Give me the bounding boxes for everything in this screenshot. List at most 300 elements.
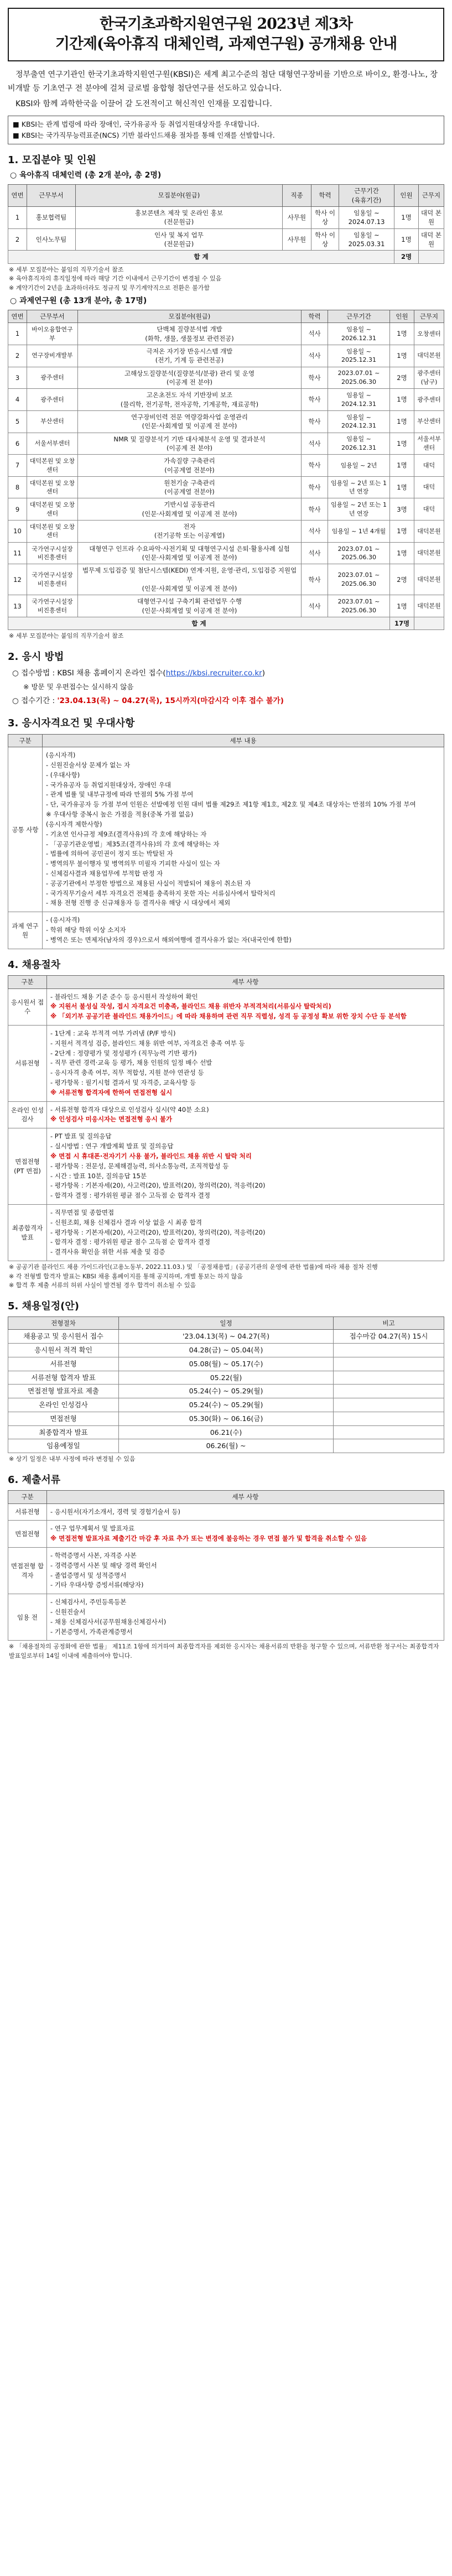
row-details [47,1025,444,1101]
row-number: 6 [8,433,27,455]
field-cell [78,323,302,345]
row-details [43,747,444,912]
place-cell: 대덕 본원 [419,228,444,251]
note-line: ※ 세부 모집분야는 붙임의 직무기술서 참조 [9,632,124,640]
detail-line: - 직무면접 및 종합면접 [50,1208,115,1216]
note-cell [334,1371,444,1385]
table-row [8,1412,444,1425]
field-cell [78,389,302,411]
table-row [8,988,444,1025]
col-header: 인원 [390,310,414,322]
detail-line: (응시자격 제한사항) [46,820,102,828]
table-row [8,1503,444,1521]
row-label: 온라인 인성검사 [8,1101,47,1128]
detail-line: - 채용 신체검사서(공무원채용신체검사서) [50,1617,167,1626]
job-type-cell: 사무원 [283,228,311,251]
field-title: 법무제 도입검증 및 첨단시스템(KEDI) 연계·지원, 운영·관리, 도입검증 지원업무 [82,566,297,584]
detail-line: - 서류전형 합격자 대상으로 인성검사 실시(약 40분 소요) [50,1105,209,1113]
section-3-heading: 3. 응시자격요건 및 우대사항 [8,717,135,730]
total-count: 2명 [394,251,419,263]
table-row [8,228,444,251]
note-line: ※ 계약기간이 2년을 초과하더라도 정규직 및 무기계약직으로 전환은 불가함 [9,284,210,292]
section-6-heading: 6. 제출서류 [8,1474,61,1486]
period-cell: 임용일 ~ 1년 4개월 [328,521,390,543]
field-sub: (화학, 생물, 생물정보 관련전공) [145,334,234,342]
job-type-cell: 사무원 [283,206,311,228]
table-row [8,498,444,521]
dept-cell: 대덕본원 및 오창센터 [27,476,78,498]
dept-cell: 바이오융합연구부 [27,323,78,345]
row-label: 과제 연구원 [8,912,43,949]
field-cell [78,476,302,498]
stage-cell: 임용예정일 [8,1439,119,1453]
row-label: 면접전형 합격자 [8,1547,47,1594]
count-cell: 1명 [390,521,414,543]
detail-line: - 지원서 적격성 검증, 블라인드 채용 위반 여부, 자격요건 충족 여부 등 [50,1039,245,1047]
edu-cell: 학사 [302,476,328,498]
detail-line: - 평가항목 : 기본자세(20), 사고력(20), 발표력(20), 창의력(20), 적응력(20) [50,1182,266,1190]
dept-cell: 광주센터 [27,367,78,389]
detail-line: - 병역의무 불이행자 및 병역의무 미필자 기피한 사실이 있는 자 [46,860,220,868]
row-number: 2 [8,228,27,251]
detail-line: - 연구 업무계획서 및 발표자료 [50,1524,135,1533]
row-label: 면접전형 (PT 면접) [8,1128,47,1205]
field-title: 연구장비인력 전문 역량강화사업 운영관리 [131,413,248,421]
table-row [8,1594,444,1641]
date-cell: 05.24(수) ~ 05.29(월) [119,1398,334,1412]
detail-line: - 합격자 결정 : 평가위원 평균 점수 고득점 순 합격자 결정 [50,1191,210,1200]
field-sub: (인문·사회계열 및 이공계 전 분야) [142,509,237,518]
date-cell: 05.24(수) ~ 05.29(월) [119,1385,334,1398]
col-header: 근무부서 [27,185,76,207]
table-row [8,433,444,455]
dept-cell: 홍보협력팀 [27,206,76,228]
total-blank [414,617,444,630]
edu-cell: 석사 [302,323,328,345]
note-line: ※ 공공기관 블라인드 채용 가이드라인(고용노동부, 2022.11.03.) 및 「공정채용법」(공공기관의 운영에 관한 법률)에 따라 채용 절차 진행 [9,1263,378,1271]
note-cell [334,1425,444,1439]
table-row [8,323,444,345]
detail-line: - 평가항목 : 필기시험 결과서 및 자격증, 교육사항 등 [50,1079,196,1087]
note-line: ※ 각 전형별 합격자 발표는 KBSI 채용 홈페이지를 통해 공지하며, 개별 통보는 하지 않음 [9,1272,243,1280]
table-row [8,1101,444,1128]
count-cell: 1명 [390,345,414,367]
apply-method-after: ) [262,669,265,678]
edu-cell: 석사 [302,595,328,617]
place-cell: 대덕본원 [414,345,444,367]
field-title: 단백체 질량분석법 개발 [157,325,222,334]
edu-cell: 학사 [302,498,328,521]
schedule-table [8,1316,444,1453]
stage-cell: 서류전형 [8,1357,119,1371]
row-label: 공통 사항 [8,747,43,912]
period-cell: 2023.07.01 ~ 2025.06.30 [328,595,390,617]
field-cell [76,206,283,228]
stage-cell: 면접전형 발표자료 제출 [8,1385,119,1398]
section-5-heading: 5. 채용일정(안) [8,1300,80,1312]
note-cell: 접수마감 04.27(목) 15시 [334,1330,444,1344]
edu-cell: 학사 [302,564,328,595]
count-cell: 1명 [390,410,414,433]
place-cell: 광주센터(남구) [414,367,444,389]
notice-line: ■ KBSI는 관계 법령에 따라 장애인, 국가유공자 등 취업지원대상자를 우대합니다. [13,119,259,128]
edu-cell: 학사 [302,367,328,389]
place-cell: 서울서부센터 [414,433,444,455]
detail-line: - PT 발표 및 질의응답 [50,1132,112,1141]
count-cell: 1명 [390,389,414,411]
period-cell: 임용일 ~ 2026.12.31 [328,433,390,455]
detail-line: - 신원진술서상 문제가 없는 자 [46,761,131,769]
edu-cell: 학사 이상 [311,206,339,228]
row-details [47,988,444,1025]
place-cell: 대덕 [414,455,444,477]
dept-cell: 대덕본원 및 오창센터 [27,521,78,543]
table-row [8,564,444,595]
apply-method [12,667,444,680]
table-row [8,1425,444,1439]
recruit-site-link[interactable]: https://kbsi.recruiter.co.kr [165,669,262,678]
row-number: 7 [8,455,27,477]
detail-line: - 직무 관련 경력·교육 등 평가, 채용 인원의 일정 배수 선발 [50,1059,212,1067]
table-row [8,747,444,912]
date-cell: 06.21(수) [119,1425,334,1439]
count-cell: 1명 [390,455,414,477]
field-title: 가속질량 구축관리 [164,457,215,465]
detail-line: ※ 우대사항 중복시 높은 가점을 적용(중복 가점 없음) [46,810,194,819]
place-cell: 대덕본원 [414,564,444,595]
edu-cell: 학사 이상 [311,228,339,251]
col-header: 근무기간 (육휴기간) [339,185,394,207]
note-cell [334,1412,444,1425]
stage-cell: 최종합격자 발표 [8,1425,119,1439]
count-cell: 2명 [390,564,414,595]
field-sub: (인문·사회계열 및 이공계 전 분야) [142,606,237,615]
note-cell [334,1385,444,1398]
period-cell: 임용일 ~ 2년 또는 1년 연장 [328,498,390,521]
place-cell: 대덕 [414,476,444,498]
title-line-2: 기간제(육아휴직 대체인력, 과제연구원) 공개채용 안내 [55,35,397,53]
edu-cell: 학사 [302,389,328,411]
dept-cell: 광주센터 [27,389,78,411]
row-number: 2 [8,345,27,367]
row-number: 4 [8,389,27,411]
field-title: 대형연구 인프라 수요파악·사전기획 및 대형연구시설 은퇴·활용사례 실험 [89,544,290,553]
field-cell [78,542,302,564]
dept-cell: 인사노무팀 [27,228,76,251]
table-row [8,1330,444,1344]
row-number: 1 [8,206,27,228]
row-number: 13 [8,595,27,617]
table-row [8,345,444,367]
note-cell [334,1398,444,1412]
field-cell [78,433,302,455]
parental-leave-table [8,184,444,263]
stage-cell: 응시원서 적격 확인 [8,1344,119,1357]
total-label: 합 계 [8,251,394,263]
field-sub: (인문·사회계열 및 이공계 전 분야) [142,585,237,593]
field-cell [78,410,302,433]
edu-cell: 학사 [302,410,328,433]
table-row [8,410,444,433]
count-cell: 1명 [394,228,419,251]
detail-line: - 법률에 의하여 공민권이 정지 또는 박탈된 자 [46,850,173,858]
field-title: 고온초전도 자석 기반장비 보조 [146,391,233,399]
detail-line: - 시간 : 발표 10분, 질의응답 15분 [50,1172,147,1180]
col-header: 학력 [302,310,328,322]
date-cell: 06.26(월) ~ [119,1439,334,1453]
detail-line: ※ 면접전형 발표자료 제출기간 마감 후 자료 추가 또는 변경에 불응하는 경우 면접 불가 및 합격을 취소할 수 있음 [50,1534,367,1543]
row-number: 5 [8,410,27,433]
count-cell: 1명 [394,206,419,228]
col-header: 구분 [8,976,47,988]
detail-line: - 국가직무기술서 세부 자격요건 전체를 충족하지 못한 자는 서류심사에서 탈락처리 [46,889,276,897]
col-header: 학력 [311,185,339,207]
period-cell: 임용일 ~ 2년 [328,455,390,477]
row-details [47,1101,444,1128]
note-line: ※ 육아휴직자의 휴직일정에 따라 해당 기간 이내에서 근무기간이 변경될 수 있음 [9,275,222,283]
field-title: 홍보콘텐츠 제작 및 온라인 홍보 [134,209,224,217]
table-row [8,521,444,543]
place-cell: 대덕 본원 [419,206,444,228]
field-title: 고해상도질량분석(질량분석/분광) 관리 및 운영 [124,369,254,377]
detail-line: - 단, 국가유공자 등 가점 부여 인원은 선발예정 인원 대비 법률 제29조 제1항 제1호, 제2호 및 제4조 대상자는 만점의 10% 가점 부여 [46,800,416,809]
row-number: 9 [8,498,27,521]
table-row [8,1385,444,1398]
section-1b-heading: ○ 과제연구원 (총 13개 분야, 총 17명) [10,296,147,306]
notice-box [8,116,444,144]
col-header: 전형절차 [8,1317,119,1330]
field-cell [78,595,302,617]
dept-cell: 부산센터 [27,410,78,433]
period-cell: 2023.07.01 ~ 2025.06.30 [328,542,390,564]
field-cell [76,228,283,251]
procedure-table [8,975,444,1261]
stage-cell: 서류전형 합격자 발표 [8,1371,119,1385]
table-row [8,389,444,411]
row-label: 최종합격자 발표 [8,1204,47,1261]
field-title: 전자 [183,523,196,531]
col-header: 근무지 [414,310,444,322]
date-cell: 05.08(월) ~ 05.17(수) [119,1357,334,1371]
detail-line: (응시자격) [46,751,76,759]
count-cell: 1명 [390,433,414,455]
detail-line: - 기타 우대사항 증빙서류(해당자) [50,1581,144,1589]
detail-line: ※ 면접 시 휴대폰·전자기기 사용 불가, 블라인드 채용 위반 시 탈락 처리 [50,1152,252,1160]
col-header: 인원 [394,185,419,207]
detail-line: - (응시자격) [46,916,80,924]
col-header: 비고 [334,1317,444,1330]
section-6-notes [8,1642,444,1661]
edu-cell: 석사 [302,521,328,543]
edu-cell: 석사 [302,542,328,564]
col-header: 세부 사항 [47,1491,444,1503]
row-details [47,1547,444,1594]
stage-cell: 온라인 인성검사 [8,1398,119,1412]
period-cell: 2023.07.01 ~ 2025.06.30 [328,564,390,595]
table-row [8,1025,444,1101]
field-sub: (이공계 전 분야) [167,444,212,452]
title-line-1: 한국기초과학지원연구원 2023년 제3차 [100,15,352,33]
field-sub: (전기공학 또는 이공계열) [154,532,225,540]
period-cell: 임용일 ~ 2년 또는 1년 연장 [328,476,390,498]
field-title: 인사 및 복지 업무 [154,231,204,239]
apply-method-note: ※ 방문 및 우편접수는 실시하지 않음 [23,683,134,691]
field-cell [78,498,302,521]
note-line: ※ 합격 후 제출 서류의 허위 사실이 발견될 경우 합격이 취소될 수 있음 [9,1282,196,1289]
col-header: 모집분야(원급) [76,185,283,207]
period-cell: 2023.07.01 ~ 2025.06.30 [328,367,390,389]
place-cell: 오창센터 [414,323,444,345]
period-cell: 임용일 ~ 2026.12.31 [328,323,390,345]
eligibility-table [8,734,444,949]
detail-line: - 병역은 또는 면제자(남자의 경우)으로서 해외여행에 결격사유가 없는 자(내국인에 한함) [46,935,292,944]
detail-line: - 평가항목 : 전문성, 문제해결능력, 의사소통능력, 조직적합성 등 [50,1162,229,1170]
col-header: 연번 [8,310,27,322]
row-details [47,1594,444,1641]
total-count: 17명 [390,617,414,630]
row-label: 면접전형 [8,1521,47,1548]
field-sub: (전문원급) [164,240,194,248]
field-cell [78,455,302,477]
edu-cell: 석사 [302,345,328,367]
table-row [8,542,444,564]
field-title: 기반시설 공동관리 [164,501,215,509]
section-1-heading: 1. 모집분야 및 인원 [8,154,96,166]
field-sub: (물리학, 전기공학, 전자공학, 기계공학, 재료공학) [120,400,259,408]
table-row [8,1547,444,1594]
table-row [8,206,444,228]
col-header: 직종 [283,185,311,207]
date-cell: '23.04.13(목) ~ 04.27(목) [119,1330,334,1344]
detail-line: - 「공공기관운영법」제35조(결격사유)의 각 호에 해당하는 자 [46,840,220,848]
row-label: 임용 전 [8,1594,47,1641]
field-title: 극저온 자기장 반응시스템 개발 [146,347,233,355]
period-cell: 임용일 ~ 2024.12.31 [328,410,390,433]
dept-cell: 서울서부센터 [27,433,78,455]
row-number: 10 [8,521,27,543]
count-cell: 3명 [390,498,414,521]
detail-line: - 채용 전형 진행 중 신규채용자 등 결격사유 해당 시 대상에서 제외 [46,899,231,907]
period-cell: 임용일 ~ 2024.07.13 [339,206,394,228]
date-cell: 05.30(화) ~ 06.16(금) [119,1412,334,1425]
field-cell [78,367,302,389]
table-row [8,912,444,949]
section-4-notes [8,1263,444,1290]
detail-line: - 결격사유 확인을 위한 서류 제출 및 검증 [50,1248,165,1256]
detail-line: - 관계 법률 및 내부규정에 따라 만점의 5% 가점 부여 [46,790,194,799]
table-row [8,367,444,389]
row-label: 응시원서 접수 [8,988,47,1025]
col-header: 세부 내용 [43,734,444,747]
detail-line: - (우대사항) [46,771,80,779]
detail-line: - 학력증명서 사본, 자격증 사본 [50,1551,137,1559]
period-cell: 임용일 ~ 2025.03.31 [339,228,394,251]
table-row [8,1398,444,1412]
detail-line: - 졸업증명서 및 성적증명서 [50,1571,127,1579]
field-sub: (인문·사회계열 및 이공계 전 분야) [142,554,237,562]
field-sub: (전기, 기계 등 관련전공) [155,356,224,365]
field-title: 원천기술 구축관리 [164,478,215,487]
detail-line: - 학위 해당 학위 이상 소지자 [46,926,126,934]
row-label: 서류전형 [8,1025,47,1101]
detail-line: - 합격자 결정 : 평가위원 평균 점수 고득점 순 합격자 결정 [50,1238,210,1246]
detail-line: - 블라인드 채용 기준 준수 등 응시원서 작성하여 확인 [50,992,198,1001]
detail-line: - 공공기관에서 부정한 방법으로 채용된 사실이 적발되어 채용이 취소된 자 [46,879,251,887]
row-details [47,1128,444,1205]
col-header: 일정 [119,1317,334,1330]
detail-line: ※ 인성검사 미응시자는 면접전형 응시 불가 [50,1115,173,1123]
detail-line: - 신원진술서 [50,1608,86,1616]
place-cell: 광주센터 [414,389,444,411]
notice-title-box [8,8,444,61]
section-4-heading: 4. 채용절차 [8,959,61,971]
apply-method-label: ○ 접수방법 : KBSI 채용 홈페이지 온라인 접수( [12,669,166,678]
table-row [8,1357,444,1371]
field-sub: (인문·사회계열 및 이공계 전 분야) [142,422,237,430]
table-row [8,1371,444,1385]
intro-paragraph-2: KBSI와 함께 과학한국을 이끌어 갈 도전적이고 혁신적인 인재를 모집합니다. [15,99,272,108]
col-header: 구분 [8,734,43,747]
col-header: 모집분야(원급) [78,310,302,322]
place-cell: 부산센터 [414,410,444,433]
date-cell: 04.28(금) ~ 05.04(목) [119,1344,334,1357]
intro-paragraph-1: 정부출연 연구기관인 한국기초과학지원연구원(KBSI)은 세계 최고수준의 첨단 대형연구장비를 기반으로 바이오, 환경·나노, 장비개발 등 기초연구 전 분야에 걸쳐 글로벌 융합형 첨단연구를 선도하고 있습니다. [8,70,438,93]
dept-cell: 연구장비개발부 [27,345,78,367]
apply-period-label: ○ 접수기간 : [12,696,58,706]
field-sub: (이공계 전 분야) [167,378,212,386]
detail-line: ※ 지원서 불성실 작성, 접시 자격요건 미충족, 블라인드 채용 위반자 부적격처리(서류심사 탈락처리) [50,1002,331,1011]
note-line: ※ 「채용절차의 공정화에 관한 법률」 제11조 1항에 의거하여 최종합격자를 제외한 응시자는 채용서류의 반환을 청구할 수 있으며, 서류반환 청구서는 최종합격자 발표일로부터 14일 이내에 제출하여야 합니다. [9,1643,439,1659]
stage-cell: 면접전형 [8,1412,119,1425]
field-cell [78,345,302,367]
col-header: 세부 사항 [47,976,444,988]
count-cell: 1명 [390,595,414,617]
edu-cell: 학사 [302,455,328,477]
section-1a-notes [8,266,444,293]
dept-cell: 대덕본원 및 오창센터 [27,455,78,477]
dept-cell: 국가연구시설장비진흥센터 [27,564,78,595]
table-row [8,1344,444,1357]
row-number: 11 [8,542,27,564]
field-sub: (이공계열 전분야) [164,466,215,474]
date-cell: 05.22(월) [119,1371,334,1385]
dept-cell: 국가연구시설장비진흥센터 [27,595,78,617]
apply-period-value: '23.04.13(목) ~ 04.27(목), 15시까지(마감시각 이후 접수 불가) [57,696,284,706]
note-line: ※ 세부 모집분야는 붙임의 직무기술서 참조 [9,266,124,273]
col-header: 근무지 [419,185,444,207]
count-cell: 1명 [390,323,414,345]
table-row [8,1128,444,1205]
row-number: 1 [8,323,27,345]
row-number: 12 [8,564,27,595]
detail-line: - 실시방법 : 연구 개발계획 발표 및 질의응답 [50,1142,174,1151]
count-cell: 1명 [390,542,414,564]
col-header: 근무기간 [328,310,390,322]
count-cell: 2명 [390,367,414,389]
table-row [8,455,444,477]
detail-line: - 국가유공자 등 취업지원대상자, 장애인 우대 [46,780,172,789]
table-row [8,1521,444,1548]
period-cell: 임용일 ~ 2025.12.31 [328,345,390,367]
detail-line: - 경력증명서 사본 및 해당 경력 확인서 [50,1561,157,1569]
apply-period [12,695,444,707]
place-cell: 대덕본원 [414,521,444,543]
col-header: 근무부서 [27,310,78,322]
detail-line: - 평가항목 : 기본자세(20), 사고력(20), 발표력(20), 창의력(20), 적응력(20) [50,1228,266,1236]
note-line: ※ 상기 일정은 내부 사정에 따라 변경될 수 있음 [9,1455,136,1463]
row-number: 8 [8,476,27,498]
table-row [8,1439,444,1453]
